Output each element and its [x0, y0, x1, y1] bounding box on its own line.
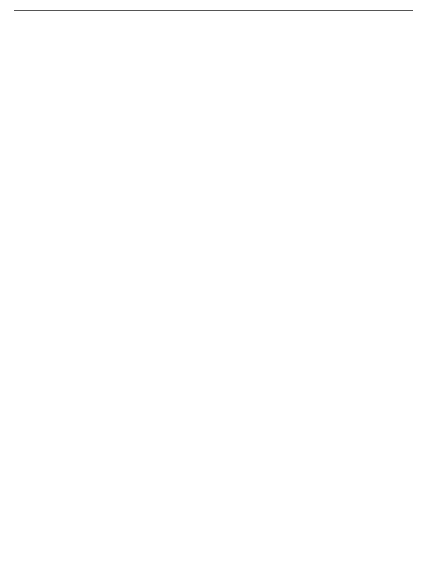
section-heading — [14, 40, 209, 46]
paragraph — [14, 18, 209, 24]
paragraph — [14, 55, 209, 61]
left-column — [14, 18, 209, 256]
paragraph — [14, 62, 209, 68]
caption-english — [14, 530, 413, 542]
section-subheading — [218, 33, 413, 39]
section-heading — [218, 26, 413, 32]
paragraph — [14, 32, 209, 38]
figure-caption — [14, 516, 413, 542]
right-column — [218, 18, 413, 256]
correlation-heatmap — [14, 266, 413, 542]
running-header — [14, 8, 413, 11]
section-subheading — [14, 47, 209, 53]
paragraph — [218, 18, 413, 24]
figure-4 — [14, 266, 413, 542]
caption-chinese — [14, 522, 413, 528]
paragraph — [14, 25, 209, 31]
paragraph — [218, 41, 413, 47]
text-columns — [14, 18, 413, 256]
